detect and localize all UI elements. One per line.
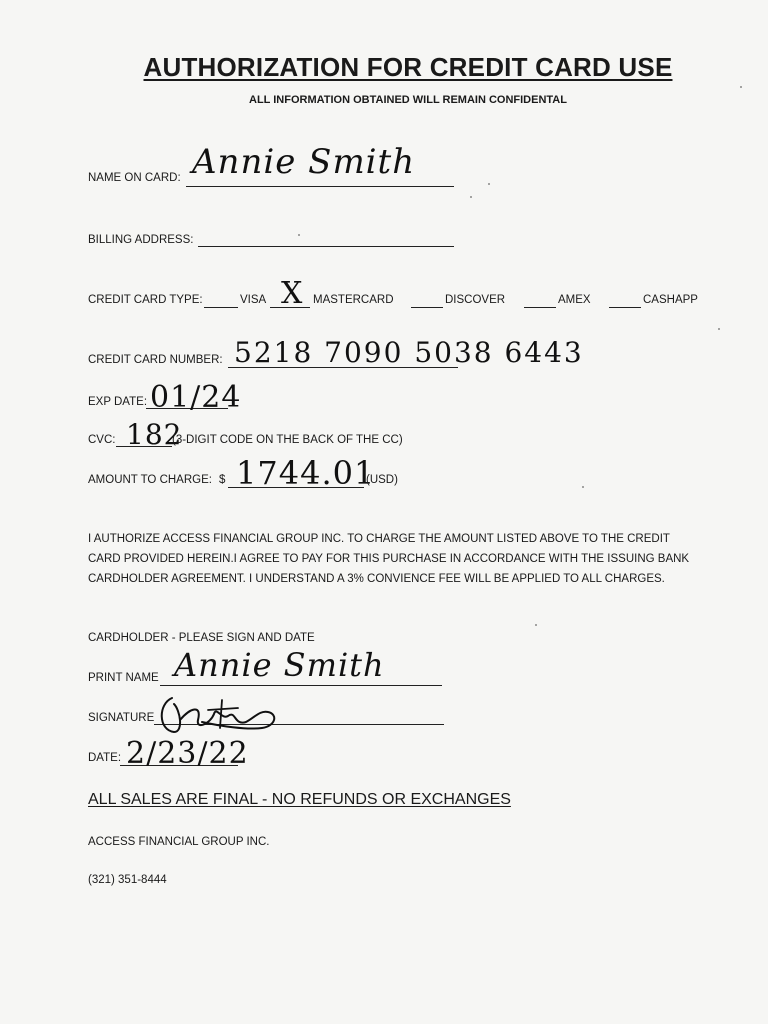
authorization-line-3: CARDHOLDER AGREEMENT. I UNDERSTAND A 3% CONVIENCE FEE WILL BE APPLIED TO ALL CHARGES. [88, 573, 665, 585]
name-on-card-label: NAME ON CARD: [88, 172, 181, 184]
amount-unit: (USD) [366, 474, 398, 486]
scan-speck [718, 328, 720, 330]
billing-address-line [198, 246, 454, 247]
scan-speck [740, 86, 742, 88]
cvc-note: (3-DIGIT CODE ON THE BACK OF THE CC) [172, 434, 403, 446]
scan-speck [488, 183, 490, 185]
amex-blank[interactable] [524, 307, 556, 308]
card-type-check-mark: X [281, 276, 304, 311]
signature-label: SIGNATURE [88, 712, 155, 724]
amount-value[interactable]: 1744.01 [236, 454, 376, 492]
date-value[interactable]: 2/23/22 [126, 736, 249, 771]
final-sale-notice: ALL SALES ARE FINAL - NO REFUNDS OR EXCHANGES [88, 791, 511, 808]
scan-speck [582, 486, 584, 488]
billing-address-label: BILLING ADDRESS: [88, 234, 194, 246]
amount-currency-symbol: $ [219, 474, 226, 486]
company-phone: (321) 351-8444 [88, 874, 167, 886]
print-name-line [160, 685, 442, 686]
form-title: AUTHORIZATION FOR CREDIT CARD USE [143, 52, 673, 82]
card-type-label: CREDIT CARD TYPE: [88, 294, 203, 306]
discover-blank[interactable] [411, 307, 443, 308]
visa-blank[interactable] [204, 307, 238, 308]
card-type-amex: AMEX [558, 294, 591, 306]
print-name-label: PRINT NAME [88, 672, 159, 684]
authorization-line-1: I AUTHORIZE ACCESS FINANCIAL GROUP INC. TO CHARGE THE AMOUNT LISTED ABOVE TO THE CREDIT [88, 533, 670, 545]
date-label: DATE: [88, 752, 122, 764]
amount-label: AMOUNT TO CHARGE: [88, 474, 212, 486]
card-type-mastercard: MASTERCARD [313, 294, 394, 306]
company-name: ACCESS FINANCIAL GROUP INC. [88, 836, 270, 848]
authorization-line-2: CARD PROVIDED HEREIN.I AGREE TO PAY FOR THIS PURCHASE IN ACCORDANCE WITH THE ISSUING BANK [88, 553, 690, 565]
exp-date-label: EXP DATE: [88, 396, 148, 408]
name-on-card-value[interactable]: Annie Smith [192, 142, 416, 182]
signature-scribble[interactable] [150, 690, 290, 738]
card-type-cashapp: CASHAPP [643, 294, 698, 306]
scan-speck [470, 196, 472, 198]
card-number-value[interactable]: 5218 7090 5038 6443 [234, 336, 584, 369]
scan-speck [535, 624, 537, 626]
cashapp-blank[interactable] [609, 307, 641, 308]
exp-date-value[interactable]: 01/24 [150, 380, 242, 415]
card-number-label: CREDIT CARD NUMBER: [88, 354, 223, 366]
card-type-discover: DISCOVER [445, 294, 506, 306]
scan-speck [298, 234, 300, 236]
print-name-value[interactable]: Annie Smith [174, 646, 385, 684]
cvc-value[interactable]: 182 [126, 418, 183, 451]
cvc-label: CVC: [88, 434, 116, 446]
name-on-card-line [186, 186, 454, 187]
cardholder-heading: CARDHOLDER - PLEASE SIGN AND DATE [88, 632, 315, 644]
card-type-visa: VISA [240, 294, 267, 306]
form-subtitle: ALL INFORMATION OBTAINED WILL REMAIN CONFIDENTAL [249, 94, 567, 106]
